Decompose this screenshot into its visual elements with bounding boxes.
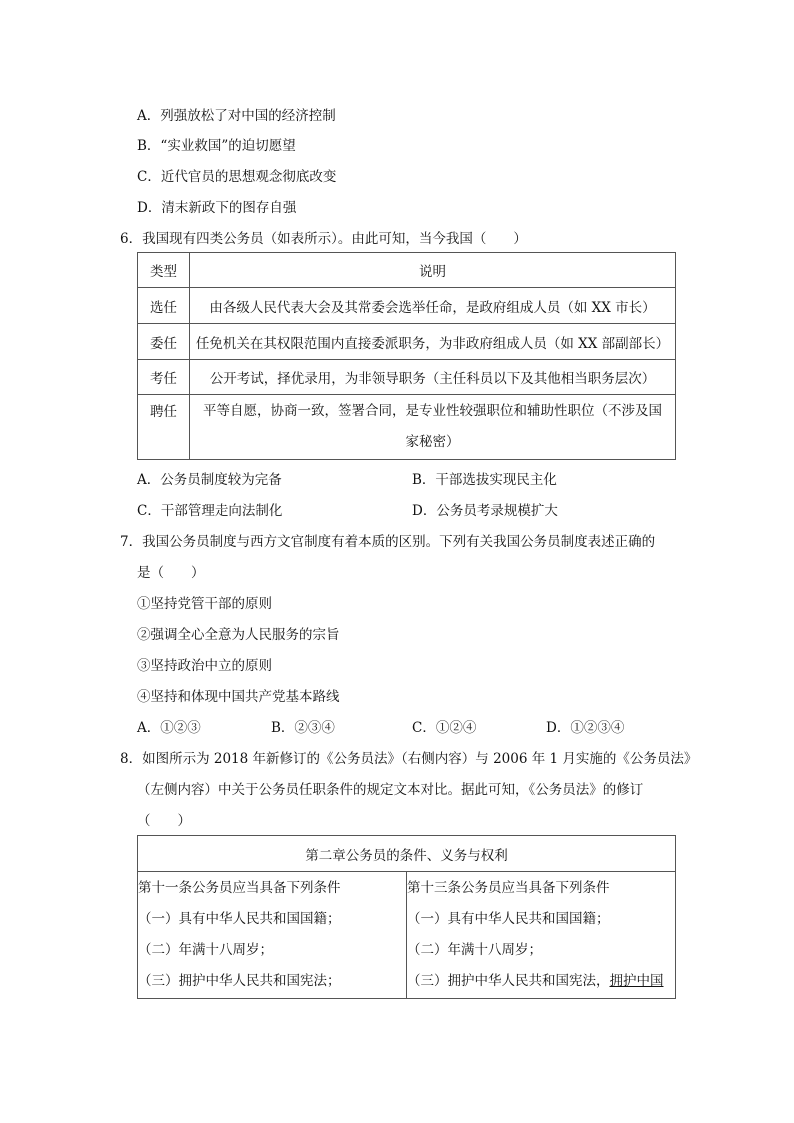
table-row (138, 836, 676, 872)
table-row (138, 324, 676, 360)
table-row (138, 395, 676, 460)
row-desc-line2: 家秘密） (405, 434, 460, 450)
left-heading: 第十一条公务员应当具备下列条件 (138, 880, 341, 896)
q6-table (137, 252, 676, 460)
row-desc: 公开考试，择优录用，为非领导职务（主任科员以下及其他相当职务层次） (190, 360, 676, 395)
row-type: 聘任 (138, 395, 190, 460)
row-desc: 任免机关在其权限范围内直接委派职务，为非政府组成人员（如 XX 部副部长） (190, 324, 676, 360)
row-type: 考任 (138, 360, 190, 395)
q7-stem-line1: 7．我国公务员制度与西方文官制度有着本质的区别。下列有关我国公务员制度表述正确的 (120, 534, 656, 550)
right-item-3-text: （三）拥护中华人民共和国宪法， (407, 973, 610, 989)
q8-law-comparison-table (137, 835, 676, 999)
q6-option-a: A．公务员制度较为完备 (137, 472, 282, 488)
q7-option-c: C．①②④ (412, 720, 477, 736)
left-item-2: （二）年满十八周岁； (138, 942, 273, 958)
q7-item-2: ②强调全心全意为人民服务的宗旨 (137, 627, 340, 643)
left-item-1: （一）具有中华人民共和国国籍； (138, 911, 341, 927)
right-item-3 (407, 966, 675, 997)
q6-option-d: D．公务员考录规模扩大 (412, 503, 558, 519)
q8-stem-line2: （左侧内容）中关于公务员任职条件的规定文本对比。据此可知，《公务员法》的修订 (137, 782, 644, 798)
right-item-3-underlined: 拥护中国 (609, 973, 664, 989)
q8-stem-line1: 8．如图所示为 2018 年新修订的《公务员法》（右侧内容）与 2006 年 1 月实施的《公务员法》 (120, 751, 698, 767)
table-row (138, 288, 676, 324)
q7-stem-line2: 是（ ） (137, 565, 205, 581)
left-column-2006 (138, 872, 407, 999)
table-row (138, 253, 676, 288)
q5-option-b: B．“实业救国”的迫切愿望 (137, 138, 296, 154)
right-item-2: （二）年满十八周岁； (407, 942, 542, 958)
q5-option-c: C．近代官员的思想观念彻底改变 (137, 169, 337, 185)
row-desc (190, 395, 676, 460)
header-desc: 说明 (190, 253, 676, 288)
table-row (138, 872, 676, 999)
q5-option-a: A．列强放松了对中国的经济控制 (137, 108, 336, 124)
q7-option-b: B．②③④ (271, 720, 335, 736)
row-desc: 由各级人民代表大会及其常委会选举任命，是政府组成人员（如 XX 市长） (190, 288, 676, 324)
table-row (138, 360, 676, 395)
q7-item-4: ④坚持和体现中国共产党基本路线 (137, 689, 340, 705)
left-item-3: （三）拥护中华人民共和国宪法； (138, 973, 341, 989)
right-heading: 第十三条公务员应当具备下列条件 (407, 880, 610, 896)
q5-option-d: D．清末新政下的图存自强 (137, 200, 297, 216)
table-title: 第二章公务员的条件、义务与权利 (138, 836, 676, 872)
right-item-1: （一）具有中华人民共和国国籍； (407, 911, 610, 927)
q8-stem-line3: （ ） (137, 813, 191, 829)
right-column-2018 (407, 872, 676, 999)
row-type: 选任 (138, 288, 190, 324)
q7-option-d: D．①②③④ (546, 720, 625, 736)
header-type: 类型 (138, 253, 190, 288)
row-desc-line1: 平等自愿，协商一致，签署合同，是专业性较强职位和辅助性职位（不涉及国 (203, 403, 662, 419)
q6-option-b: B．干部选拔实现民主化 (412, 472, 557, 488)
q7-item-3: ③坚持政治中立的原则 (137, 658, 272, 674)
q6-stem: 6．我国现有四类公务员（如表所示）。由此可知，当今我国（ ） (120, 231, 527, 247)
q7-option-a: A．①②③ (137, 720, 201, 736)
row-type: 委任 (138, 324, 190, 360)
q7-item-1: ①坚持党管干部的原则 (137, 596, 272, 612)
q6-option-c: C．干部管理走向法制化 (137, 503, 283, 519)
